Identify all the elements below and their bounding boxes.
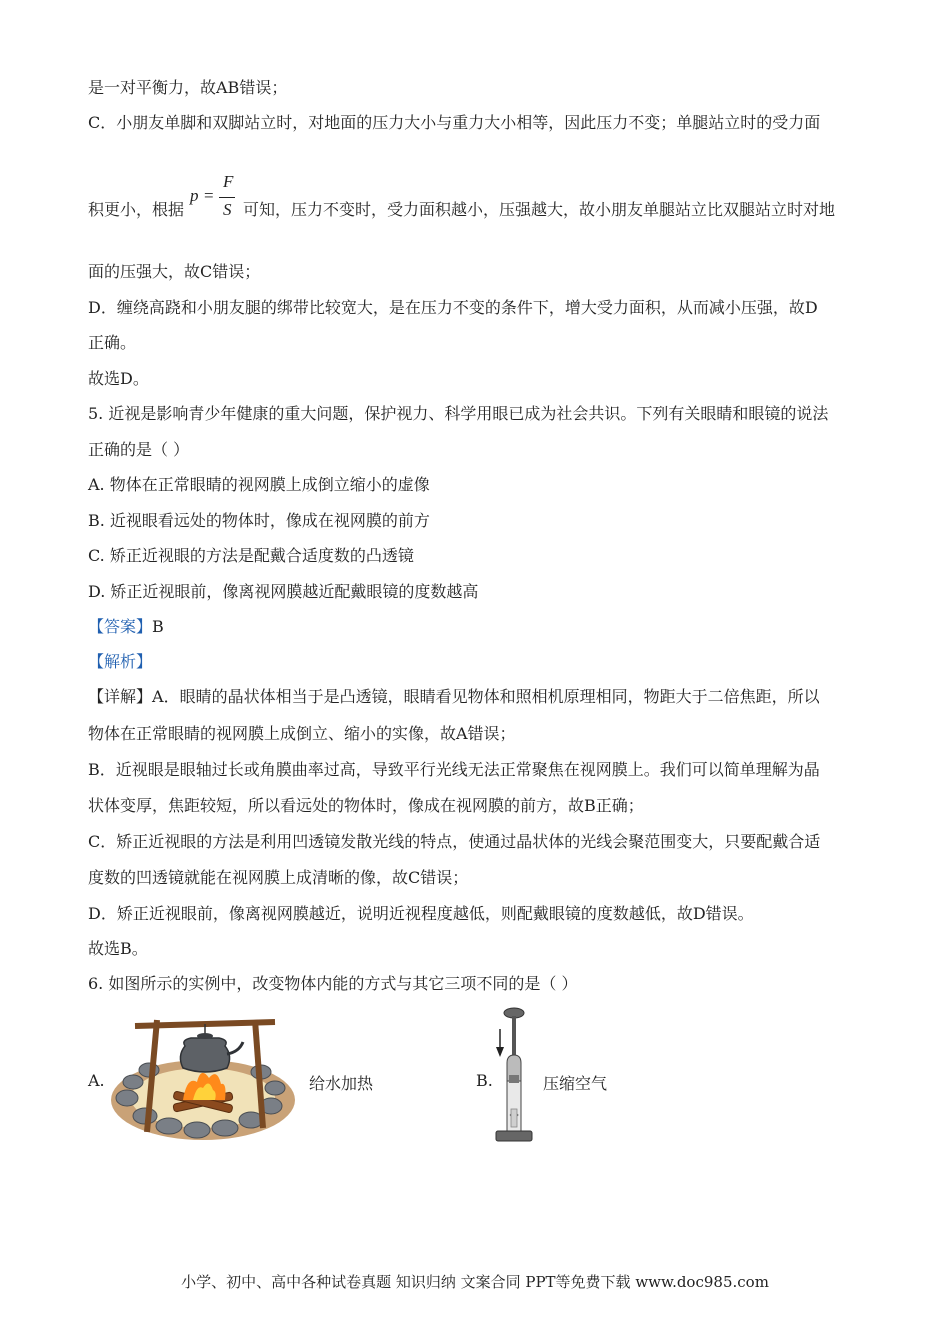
text-line: C．矫正近视眼的方法是利用凹透镜发散光线的特点，使通过晶状体的光线会聚范围变大，只要配戴合适 — [88, 832, 821, 851]
campfire-kettle-image — [105, 1012, 300, 1144]
answer-line — [88, 617, 164, 637]
detail-tag: 【详解】 — [88, 687, 153, 706]
answer-tag: 【答案】 — [88, 617, 153, 636]
text-line: 故选B。 — [88, 939, 148, 958]
option-c: C. 矫正近视眼的方法是配戴合适度数的凸透镜 — [88, 546, 414, 565]
question-5-stem: 正确的是（ ） — [88, 440, 190, 459]
option-b-label: B. — [476, 1071, 493, 1090]
formula-p: p — [190, 186, 199, 205]
text-line: 状体变厚，焦距较短，所以看远处的物体时，像成在视网膜的前方，故B正确； — [88, 796, 644, 815]
text-line: 可知，压力不变时，受力面积越小，压强越大，故小朋友单腿站立比双腿站立时对地 — [243, 200, 836, 219]
option-b-caption: 压缩空气 — [543, 1074, 608, 1093]
explanation-text: A．眼睛的晶状体相当于是凸透镜，眼睛看见物体和照相机原理相同，物距大于二倍焦距，所以 — [152, 687, 820, 706]
fraction-bar — [219, 197, 235, 198]
text-line: 积更小，根据 — [88, 200, 185, 219]
text-line: 面的压强大，故C错误； — [88, 262, 261, 281]
air-compression-tube-image — [492, 1005, 537, 1147]
formula-equals: = — [204, 186, 214, 205]
text-line: D．缠绕高跷和小朋友腿的绑带比较宽大，是在压力不变的条件下，增大受力面积，从而减小压强，故D — [88, 298, 818, 317]
text-line: C．小朋友单脚和双脚站立时，对地面的压力大小与重力大小相等，因此压力不变；单腿站立时的受力面 — [88, 113, 821, 132]
option-d: D. 矫正近视眼前，像离视网膜越近配戴眼镜的度数越高 — [88, 582, 479, 601]
text-line: 正确。 — [88, 333, 137, 352]
option-a-label: A. — [88, 1071, 105, 1090]
text-line: D．矫正近视眼前，像离视网膜越近，说明近视程度越低，则配戴眼镜的度数越低，故D错误。 — [88, 904, 754, 923]
answer-value: B — [152, 617, 164, 636]
text-line: 故选D。 — [88, 369, 149, 388]
text-line: 度数的凹透镜就能在视网膜上成清晰的像，故C错误； — [88, 868, 469, 887]
analysis-tag: 【解析】 — [88, 652, 153, 671]
text-line: 是一对平衡力，故AB错误； — [88, 78, 288, 97]
formula-denominator: S — [223, 200, 232, 219]
explanation-line — [88, 687, 820, 707]
text-line: B．近视眼是眼轴过长或角膜曲率过高，导致平行光线无法正常聚焦在视网膜上。我们可以简单理解为晶 — [88, 760, 820, 779]
option-a-caption: 给水加热 — [309, 1074, 374, 1093]
option-a: A. 物体在正常眼睛的视网膜上成倒立缩小的虚像 — [88, 475, 430, 494]
option-b: B. 近视眼看远处的物体时，像成在视网膜的前方 — [88, 511, 430, 530]
formula-numerator: F — [223, 172, 234, 191]
text-line: 物体在正常眼睛的视网膜上成倒立、缩小的实像，故A错误； — [88, 724, 516, 743]
question-5-stem: 5. 近视是影响青少年健康的重大问题，保护视力、科学用眼已成为社会共识。下列有关眼睛和眼镜的说法 — [88, 404, 829, 423]
pressure-formula — [190, 172, 240, 222]
page-footer: 小学、初中、高中各种试卷真题 知识归纳 文案合同 PPT等免费下载 www.doc985.com — [181, 1273, 769, 1291]
question-6-stem: 6. 如图所示的实例中，改变物体内能的方式与其它三项不同的是（ ） — [88, 974, 578, 993]
